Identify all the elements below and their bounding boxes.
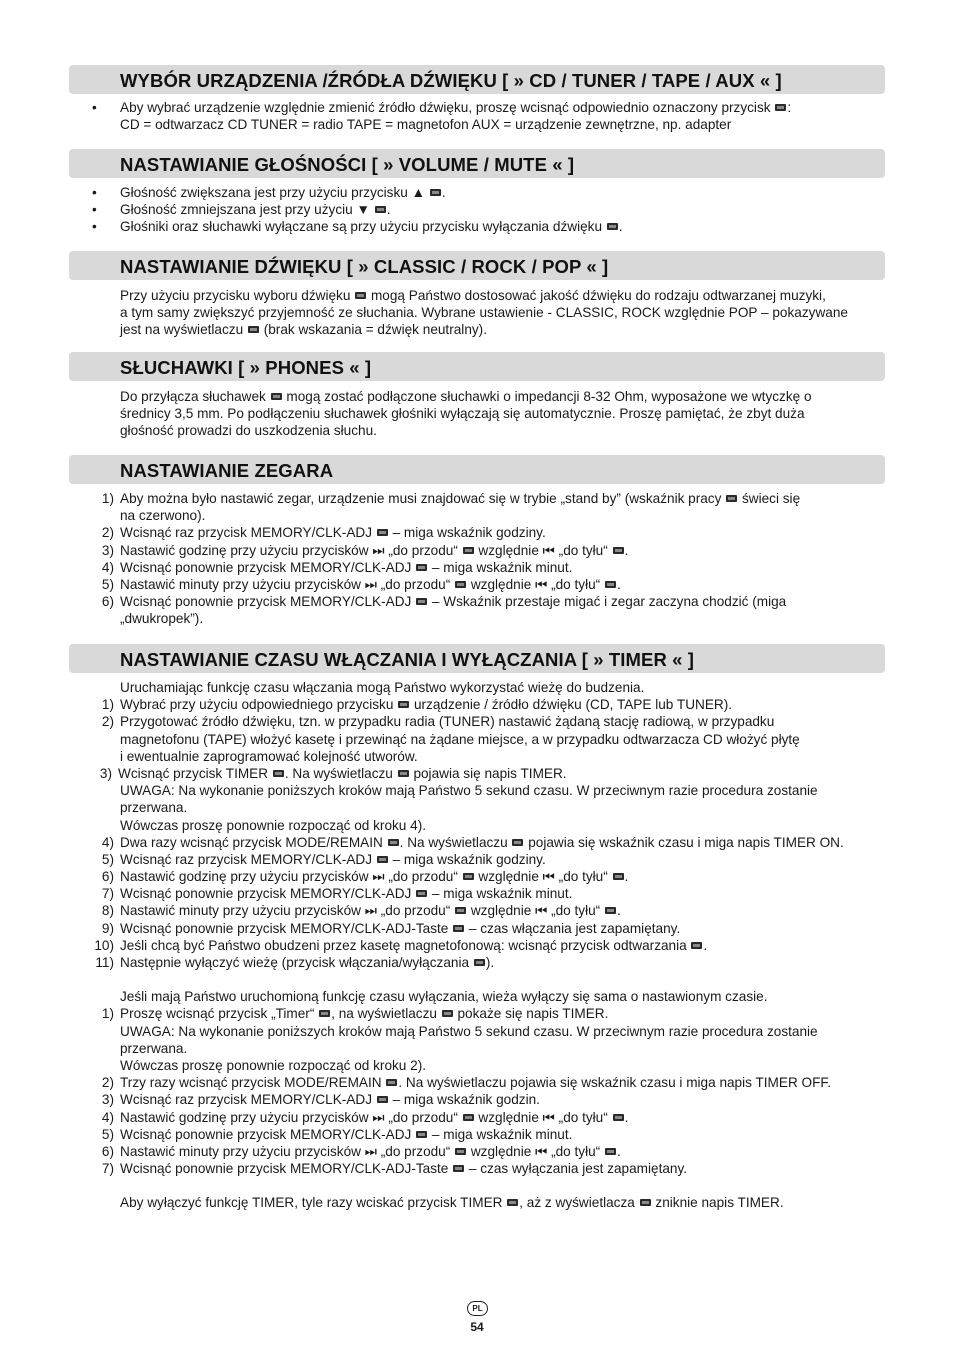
button-icon [613, 873, 624, 880]
button-icon [416, 890, 427, 897]
list-item: 5) Wcisnąć ponownie przycisk MEMORY/CLK-ADJ – miga wskaźnik minut. [101, 1126, 573, 1142]
button-icon [455, 1148, 466, 1155]
list-item-cont: „dwukropek”). [120, 611, 204, 627]
text-row: średnicy 3,5 mm. Po podłączeniu słuchawek głośniki wyłączają się automatycznie. Proszę pamiętać, że zbyt duża [120, 406, 805, 422]
power-indicator-icon [726, 495, 737, 502]
power-button-icon [474, 959, 485, 966]
list-item-cont: UWAGA: Na wykonanie poniższych kroków mają Państwo 5 sekund czasu. W przeciwnym razie procedura zostanie [120, 1023, 818, 1039]
button-icon [377, 529, 388, 536]
bullet-row: • Głośność zmniejszana jest przy użyciu ▼ . [92, 202, 391, 218]
button-icon [613, 547, 624, 554]
list-item: 10) Jeśli chcą być Państwo obudzeni przez kasetę magnetofonową: wcisnąć przycisk odtwarzania . [94, 937, 708, 953]
list-item: 3) Nastawić godzinę przy użyciu przycisków ⏭ „do przodu“ względnie ⏮ „do tyłu“ . [101, 542, 629, 558]
section-header-volume [69, 149, 885, 178]
display-icon [248, 326, 259, 333]
list-item-cont: Wówczas proszę ponownie rozpocząć od kroku 4). [120, 817, 426, 833]
list-item: 1) Wybrać przy użyciu odpowiedniego przycisku urządzenie / źródło dźwięku (CD, TAPE lub TUNER). [101, 697, 733, 713]
button-icon [455, 581, 466, 588]
list-item: 9) Wcisnąć ponownie przycisk MEMORY/CLK-ADJ-Taste – czas włączania jest zapamiętany. [101, 920, 681, 936]
button-icon [416, 598, 427, 605]
list-item: 5) Wcisnąć raz przycisk MEMORY/CLK-ADJ – miga wskaźnik godziny. [101, 851, 546, 867]
list-item: 4) Nastawić godzinę przy użyciu przycisków ⏭ „do przodu“ względnie ⏮ „do tyłu“ . [101, 1109, 629, 1125]
list-item: 5) Nastawić minuty przy użyciu przycisków ⏭ „do przodu“ względnie ⏮ „do tyłu“ . [101, 576, 621, 592]
text-row: Uruchamiając funkcję czasu włączania mogą Państwo wykorzystać wieżę do budzenia. [120, 680, 645, 695]
list-item-cont: i ewentualnie zaprogramować kolejność utworów. [120, 748, 418, 764]
list-item: 7) Wcisnąć ponownie przycisk MEMORY/CLK-ADJ – miga wskaźnik minut. [101, 886, 573, 902]
text-row: jest na wyświetlaczu (brak wskazania = dźwięk neutralny). [120, 322, 487, 338]
list-item: 2) Wcisnąć raz przycisk MEMORY/CLK-ADJ – miga wskaźnik godziny. [101, 525, 546, 541]
list-item: 4) Dwa razy wcisnąć przycisk MODE/REMAIN . Na wyświetlaczu pojawia się wskaźnik czasu i miga napis TIMER ON. [101, 834, 844, 850]
text-row: Przy użyciu przycisku wyboru dźwięku mogą Państwo dostosować jakość dźwięku do rodzaju odtwarzanej muzyki, [120, 288, 826, 303]
section-body-sound [0, 287, 954, 339]
list-item-cont: przerwana. [120, 1040, 188, 1056]
button-icon [388, 839, 399, 846]
section-header-clock [69, 455, 885, 484]
list-item: 8) Nastawić minuty przy użyciu przycisków ⏭ „do przodu“ względnie ⏮ „do tyłu“ . [101, 903, 621, 919]
page-number: 54 [470, 1320, 484, 1334]
text-row: Aby wyłączyć funkcję TIMER, tyle razy wciskać przycisk TIMER , aż z wyświetlacza zniknie napis TIMER. [120, 1195, 784, 1211]
button-icon [355, 292, 366, 299]
display-icon [398, 770, 409, 777]
button-icon [430, 189, 441, 196]
button-icon [605, 1148, 616, 1155]
button-icon [453, 1165, 464, 1172]
button-icon [398, 701, 409, 708]
list-item: 7) Wcisnąć ponownie przycisk MEMORY/CLK-ADJ-Taste – czas wyłączania jest zapamiętany. [101, 1161, 688, 1177]
button-icon [416, 1131, 427, 1138]
list-item: 1) Proszę wcisnąć przycisk „Timer“ , na wyświetlaczu pokaże się napis TIMER. [101, 1006, 609, 1022]
list-item: 4) Wcisnąć ponownie przycisk MEMORY/CLK-ADJ – miga wskaźnik minut. [101, 559, 573, 575]
section-body-clock [0, 490, 954, 628]
section-body-phones [0, 388, 954, 440]
section-title: NASTAWIANIE DŹWIĘKU [ » CLASSIC / ROCK / POP « ] [120, 256, 609, 277]
list-item-cont: Wówczas proszę ponownie rozpocząć od kroku 2). [120, 1057, 426, 1073]
button-icon [319, 1010, 330, 1017]
list-item-cont: przerwana. [120, 800, 188, 816]
display-icon [512, 839, 523, 846]
text-row: a tym samy zwiększyć przyjemność ze słuchania. Wybrane ustawienie - CLASSIC, ROCK względnie POP – pokazywane [120, 305, 848, 321]
button-icon [416, 564, 427, 571]
button-icon [377, 856, 388, 863]
section-body-volume [0, 184, 954, 236]
list-item: 3) Wcisnąć raz przycisk MEMORY/CLK-ADJ – miga wskaźnik godzin. [101, 1092, 540, 1108]
section-body-source [0, 99, 954, 133]
text-row: Do przyłącza słuchawek mogą zostać podłączone słuchawki o impedancji 8-32 Ohm, wyposażone we wtyczkę o [120, 389, 812, 404]
button-icon [607, 223, 618, 230]
text-row: CD = odtwarzacz CD TUNER = radio TAPE = magnetofon AUX = urządzenie zewnętrzne, np. adapter [120, 117, 732, 133]
list-item-cont: UWAGA: Na wykonanie poniższych kroków mają Państwo 5 sekund czasu. W przeciwnym razie procedura zostanie [120, 783, 818, 799]
list-item: 2) Trzy razy wcisnąć przycisk MODE/REMAIN . Na wyświetlaczu pojawia się wskaźnik czasu i miga napis TIMER OFF. [101, 1075, 831, 1091]
button-icon [453, 925, 464, 932]
section-header-phones [69, 352, 885, 381]
button-icon [375, 206, 386, 213]
section-title: SŁUCHAWKI [ » PHONES « ] [120, 357, 372, 378]
section-title: NASTAWIANIE ZEGARA [120, 460, 334, 481]
section-title: WYBÓR URZĄDZENIA /ŹRÓDŁA DŹWIĘKU [ » CD / TUNER / TAPE / AUX « ] [120, 70, 782, 91]
list-item: 3) Wcisnąć przycisk TIMER . Na wyświetlaczu pojawia się napis TIMER. [99, 765, 567, 781]
button-icon [463, 873, 474, 880]
bullet-row: • Głośniki oraz słuchawki wyłączane są przy użyciu przycisku wyłączania dźwięku . [92, 219, 623, 235]
list-item: 2) Przygotować źródło dźwięku, tzn. w przypadku radia (TUNER) nastawić żądaną stację radiową, w przypadku [101, 714, 775, 730]
list-item-cont: magnetofonu (TAPE) włożyć kasetę i przewinąć na żądane miejsce, a w przypadku odtwarzacza CD włożyć płytę [120, 731, 800, 747]
language-badge: PL [467, 1301, 488, 1316]
section-header-source [69, 65, 885, 94]
button-icon [273, 770, 284, 777]
button-icon [507, 1199, 518, 1206]
section-header-timer [69, 644, 885, 673]
button-icon [377, 1096, 388, 1103]
list-item-cont: na czerwono). [120, 508, 206, 524]
list-item: 1) Aby można było nastawić zegar, urządzenie musi znajdować się w trybie „stand by” (wskaźnik pracy świeci się [101, 491, 801, 506]
button-icon [613, 1114, 624, 1121]
button-icon [463, 547, 474, 554]
button-icon [605, 581, 616, 588]
display-icon [640, 1199, 651, 1206]
display-icon [442, 1010, 453, 1017]
button-icon [463, 1114, 474, 1121]
list-item: 6) Wcisnąć ponownie przycisk MEMORY/CLK-ADJ – Wskaźnik przestaje migać i zegar zaczyna chodzić (miga [101, 594, 787, 610]
bullet-row: • Aby wybrać urządzenie względnie zmienić źródło dźwięku, proszę wcisnąć odpowiednio oznaczony przycisk : [92, 100, 792, 115]
text-row: Jeśli mają Państwo uruchomioną funkcję czasu wyłączania, wieża wyłączy się sama o nastawionym czasie. [120, 989, 768, 1005]
play-button-icon [691, 942, 702, 949]
button-icon [455, 907, 466, 914]
list-item: 6) Nastawić minuty przy użyciu przycisków ⏭ „do przodu“ względnie ⏮ „do tyłu“ . [101, 1143, 621, 1159]
text-row: głośność prowadzi do uszkodzenia słuchu. [120, 423, 377, 439]
list-item: 6) Nastawić godzinę przy użyciu przycisków ⏭ „do przodu“ względnie ⏮ „do tyłu“ . [101, 869, 629, 885]
section-header-sound [69, 251, 885, 280]
section-title: NASTAWIANIE CZASU WŁĄCZANIA I WYŁĄCZANIA [ » TIMER « ] [120, 649, 695, 670]
headphone-jack-icon [271, 393, 282, 400]
button-icon [605, 907, 616, 914]
list-item: 11) Następnie wyłączyć wieżę (przycisk włączania/wyłączania ). [95, 955, 495, 970]
section-title: NASTAWIANIE GŁOŚNOŚCI [ » VOLUME / MUTE « ] [120, 154, 575, 175]
button-icon [386, 1079, 397, 1086]
section-body-timer [0, 679, 954, 1211]
button-icon [775, 104, 786, 111]
bullet-row: • Głośność zwiększana jest przy użyciu przycisku ▲ . [92, 185, 446, 200]
